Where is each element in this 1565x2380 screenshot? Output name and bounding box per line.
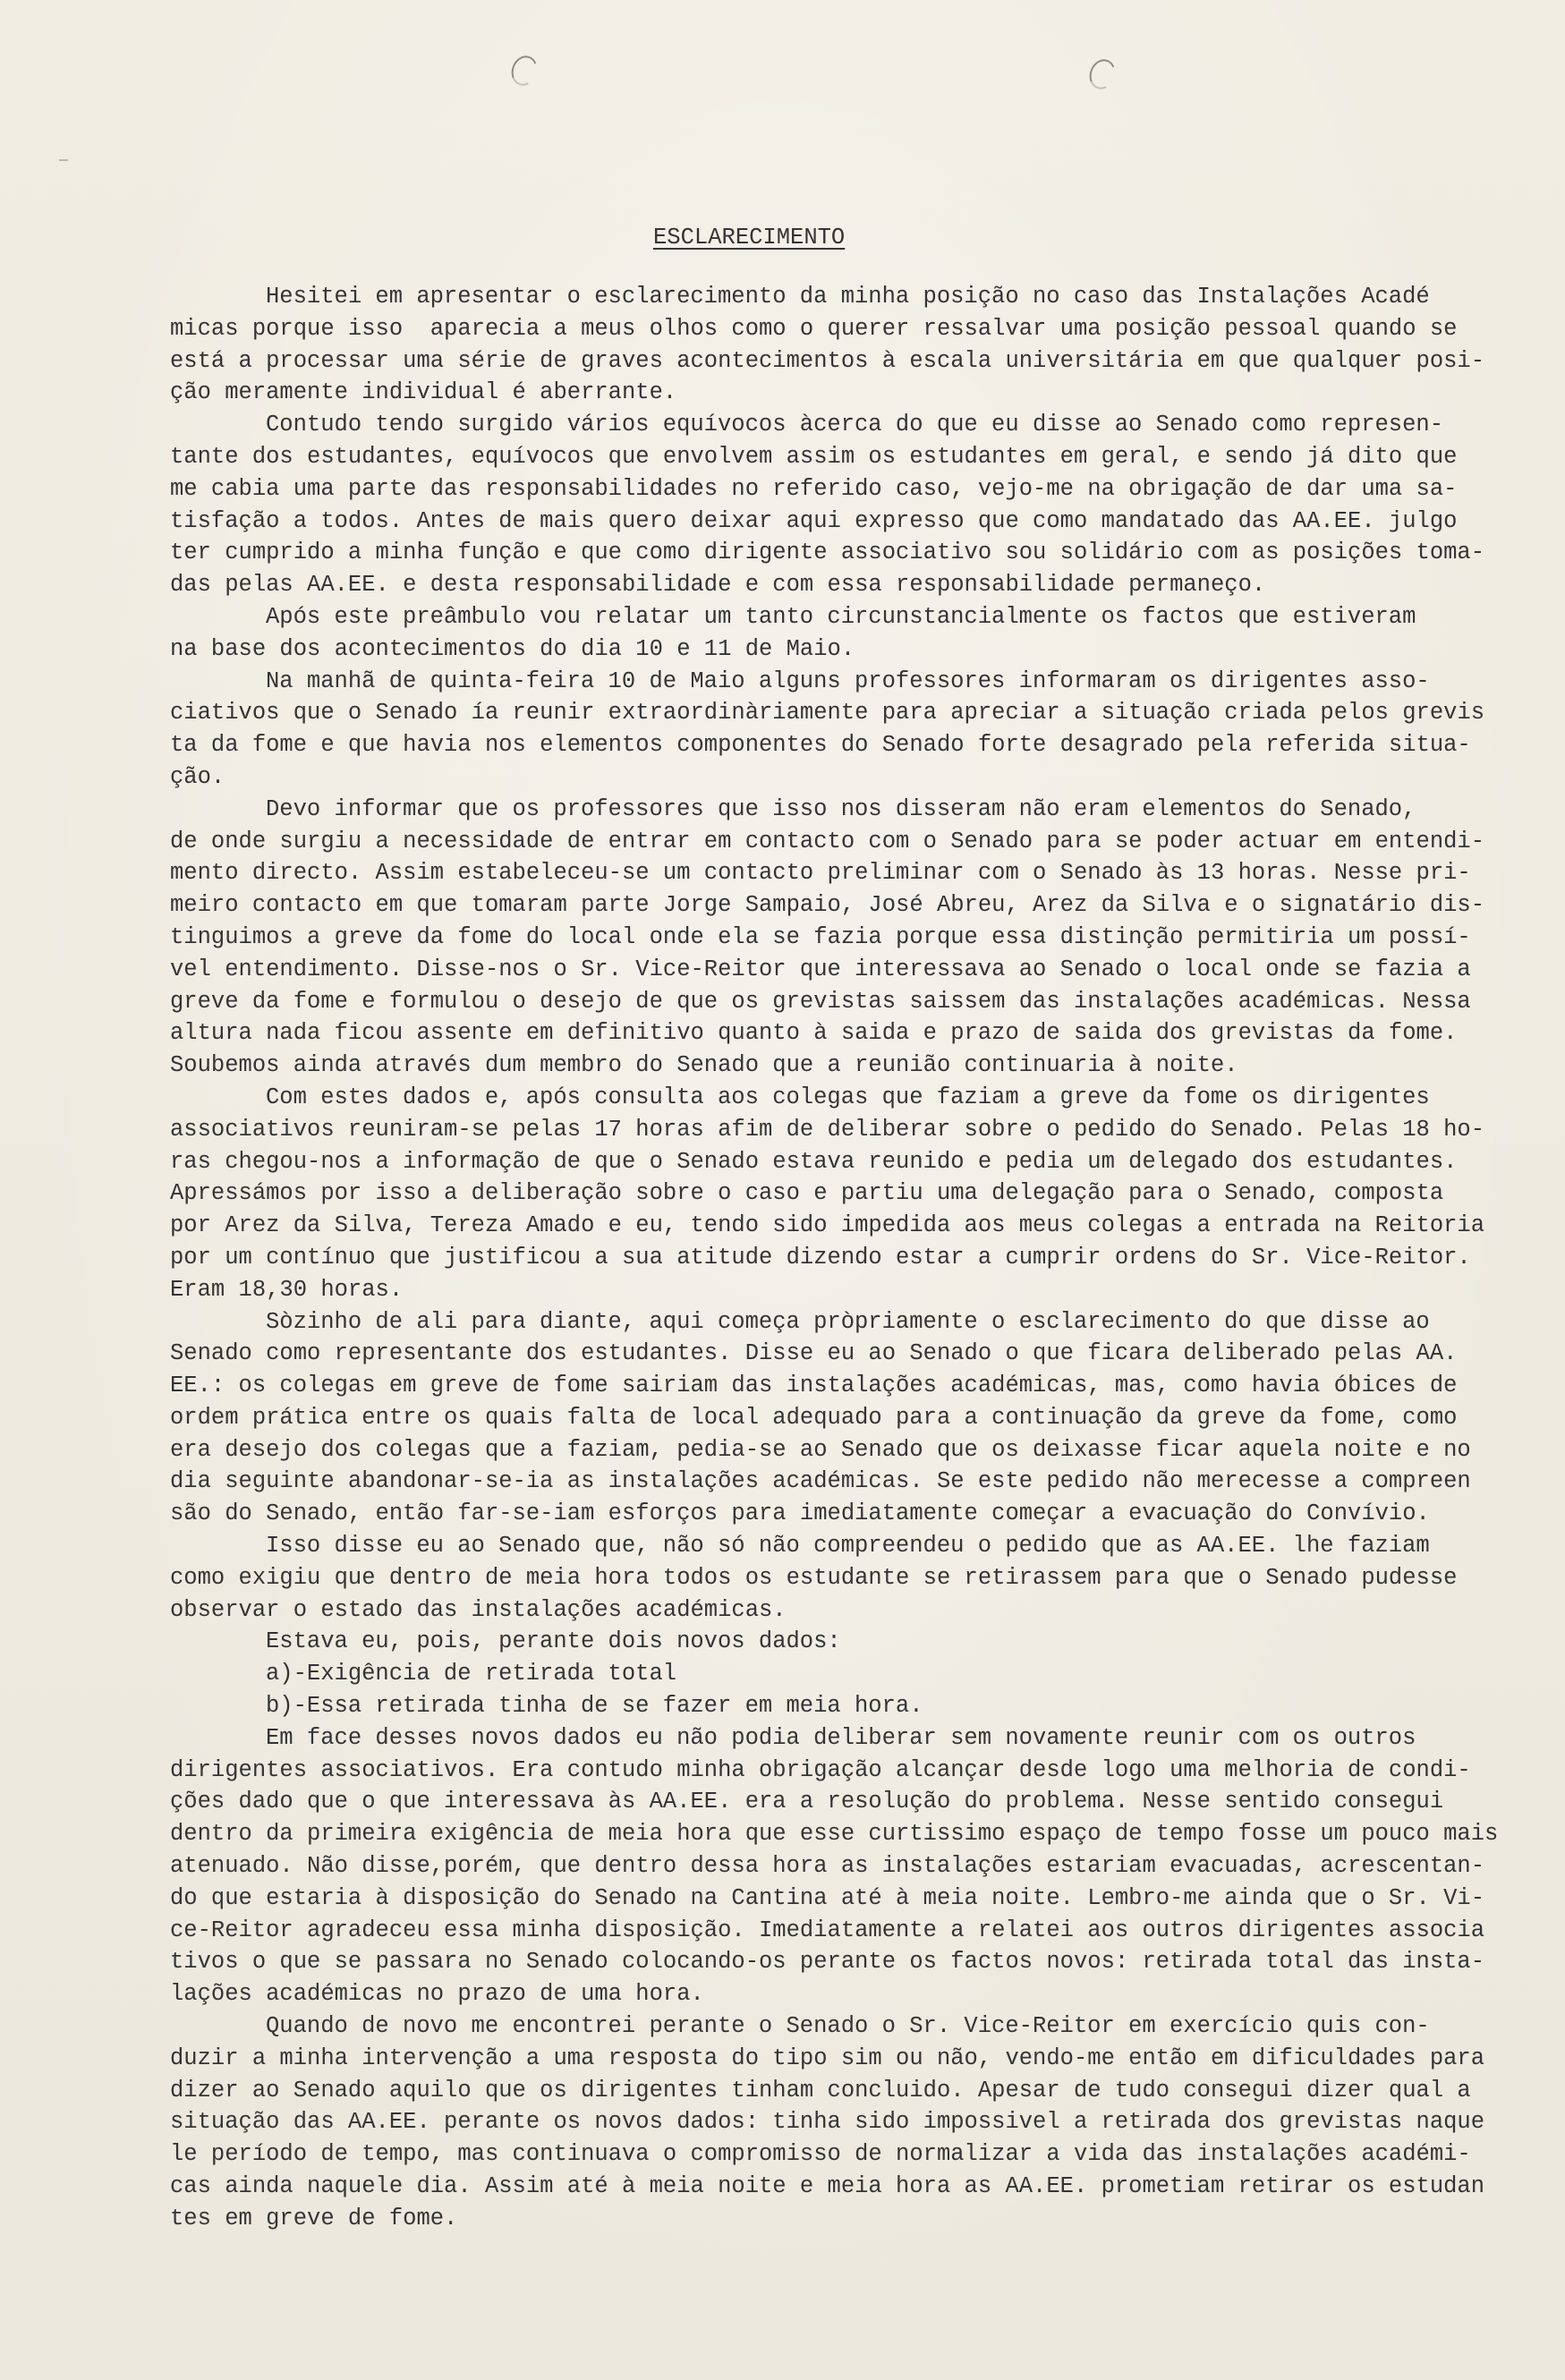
text-line: Em face desses novos dados eu não podia deliberar sem novamente reunir com os outros (266, 1724, 1416, 1751)
paragraph (170, 1082, 1539, 1306)
text-line: observar o estado das instalações académicas. (170, 1596, 787, 1623)
text-line: de onde surgiu a necessidade de entrar em contacto com o Senado para se poder actuar em entendi- (170, 828, 1485, 854)
paragraph (170, 1530, 1539, 1626)
edge-mark (59, 159, 68, 161)
paragraph (170, 409, 1539, 601)
text-line: tisfação a todos. Antes de mais quero deixar aqui expresso que como mandatado das AA.EE. julgo (170, 507, 1458, 534)
text-line: situação das AA.EE. perante os novos dados: tinha sido impossivel a retirada dos grevistas naque (170, 2109, 1485, 2136)
text-line: vel entendimento. Disse-nos o Sr. Vice-Reitor que interessava ao Senado o local onde se fazia a (170, 956, 1471, 982)
text-line: das pelas AA.EE. e desta responsabilidade e com essa responsabilidade permaneço. (170, 572, 1266, 599)
text-line: ção. (170, 763, 225, 790)
text-line: mento directo. Assim estabeleceu-se um contacto preliminar com o Senado às 13 horas. Nesse pri- (170, 860, 1471, 887)
paragraph (170, 2010, 1539, 2235)
text-line: Quando de novo me encontrei perante o Senado o Sr. Vice-Reitor em exercício quis con- (266, 2013, 1430, 2040)
text-line: lações académicas no prazo de uma hora. (170, 1981, 704, 2008)
text-line: dizer ao Senado aquilo que os dirigentes tinham concluido. Apesar de tudo consegui dizer qual a (170, 2077, 1471, 2104)
text-line: Senado como representante dos estudantes. Disse eu ao Senado o que ficara deliberado pelas AA. (170, 1340, 1458, 1367)
text-line: me cabia uma parte das responsabilidades no referido caso, vejo-me na obrigação de dar uma sa- (170, 475, 1458, 502)
text-line: ras chegou-nos a informação de que o Senado estava reunido e pedia um delegado dos estudantes. (170, 1148, 1458, 1175)
punch-hole (507, 52, 541, 89)
text-line: Isso disse eu ao Senado que, não só não compreendeu o pedido que as AA.EE. lhe faziam (266, 1533, 1430, 1560)
text-line: Com estes dados e, após consulta aos colegas que faziam a greve da fome os dirigentes (266, 1084, 1430, 1110)
paragraph (170, 1306, 1539, 1531)
text-line: ciativos que o Senado ía reunir extraordinàriamente para apreciar a situação criada pelos grevis (170, 700, 1485, 727)
text-line: ções dado que o que interessava às AA.EE. era a resolução do problema. Nesse sentido consegui (170, 1789, 1444, 1815)
text-line: ta da fome e que havia nos elementos componentes do Senado forte desagrado pela referida situa- (170, 732, 1471, 759)
list-item (170, 1690, 1539, 1722)
paragraph (170, 794, 1539, 1082)
text-line: Eram 18,30 horas. (170, 1276, 404, 1303)
text-line: Devo informar que os professores que isso nos disseram não eram elementos do Senado, (266, 795, 1416, 822)
text-line: b)-Essa retirada tinha de se fazer em meia hora. (266, 1693, 923, 1720)
text-line: dirigentes associativos. Era contudo minha obrigação alcançar desde logo uma melhoria de condi- (170, 1756, 1471, 1783)
paragraph (170, 601, 1539, 666)
text-line: era desejo dos colegas que a faziam, pedia-se ao Senado que os deixasse ficar aquela noite e no (170, 1436, 1471, 1463)
paragraph (170, 1626, 1539, 1658)
text-line: micas porque isso aparecia a meus olhos como o querer ressalvar uma posição pessoal quando se (170, 315, 1458, 342)
text-line: ção meramente individual é aberrante. (170, 379, 677, 406)
text-line: são do Senado, então far-se-iam esforços para imediatamente começar a evacuação do Convívio. (170, 1500, 1430, 1527)
text-line: Hesitei em apresentar o esclarecimento da minha posição no caso das Instalações Acadé (266, 284, 1430, 310)
text-line: Após este preâmbulo vou relatar um tanto circunstancialmente os factos que estiveram (266, 603, 1416, 630)
document-body (170, 281, 1539, 2235)
text-line: por Arez da Silva, Tereza Amado e eu, tendo sido impedida aos meus colegas a entrada na Reitoria (170, 1212, 1485, 1239)
text-line: Soubemos ainda através dum membro do Senado que a reunião continuaria à noite. (170, 1052, 1238, 1079)
text-line: ter cumprido a minha função e que como dirigente associativo sou solidário com as posições toma- (170, 540, 1485, 566)
text-line: Apressámos por isso a deliberação sobre o caso e partiu uma delegação para o Senado, composta (170, 1180, 1444, 1207)
paragraph (170, 1722, 1539, 2010)
document-title: ESCLARECIMENTO (653, 225, 846, 251)
paragraph (170, 666, 1539, 794)
text-line: associativos reuniram-se pelas 17 horas afim de deliberar sobre o pedido do Senado. Pelas 18 ho- (170, 1116, 1485, 1143)
text-line: tante dos estudantes, equívocos que envolvem assim os estudantes em geral, e sendo já dito que (170, 443, 1458, 470)
text-line: ordem prática entre os quais falta de local adequado para a continuação da greve da fome, como (170, 1404, 1458, 1431)
text-line: na base dos acontecimentos do dia 10 e 11 de Maio. (170, 635, 855, 662)
text-line: cas ainda naquele dia. Assim até à meia noite e meia hora as AA.EE. prometiam retirar os estudan (170, 2173, 1485, 2200)
text-line: atenuado. Não disse,porém, que dentro dessa hora as instalações estariam evacuadas, acrescentan- (170, 1853, 1485, 1880)
text-line: do que estaria à disposição do Senado na Cantina até à meia noite. Lembro-me ainda que o Sr. Vi- (170, 1884, 1485, 1911)
punch-hole (1085, 55, 1119, 93)
text-line: como exigiu que dentro de meia hora todos os estudante se retirassem para que o Senado pudesse (170, 1564, 1458, 1591)
text-line: meiro contacto em que tomaram parte Jorge Sampaio, José Abreu, Arez da Silva e o signatário dis- (170, 892, 1485, 919)
text-line: por um contínuo que justificou a sua atitude dizendo estar a cumprir ordens do Sr. Vice-Reitor. (170, 1244, 1471, 1271)
text-line: Contudo tendo surgido vários equívocos àcerca do que eu disse ao Senado como represen- (266, 412, 1444, 438)
text-line: greve da fome e formulou o desejo de que os grevistas saissem das instalações académicas. Nessa (170, 988, 1471, 1015)
text-line: está a processar uma série de graves acontecimentos à escala universitária em que qualquer posi- (170, 347, 1485, 374)
paragraph (170, 281, 1539, 409)
text-line: tinguimos a greve da fome do local onde ela se fazia porque essa distinção permitiria um possí- (170, 923, 1471, 950)
text-line: tivos o que se passara no Senado colocando-os perante os factos novos: retirada total das insta- (170, 1949, 1485, 1976)
text-line: duzir a minha intervenção a uma resposta do tipo sim ou não, vendo-me então em dificuldades para (170, 2044, 1485, 2071)
text-line: tes em greve de fome. (170, 2205, 458, 2231)
text-line: altura nada ficou assente em definitivo quanto à saida e prazo de saida dos grevistas da fome. (170, 1020, 1458, 1047)
text-line: Na manhã de quinta-feira 10 de Maio alguns professores informaram os dirigentes asso- (266, 667, 1430, 694)
text-line: EE.: os colegas em greve de fome sairiam das instalações académicas, mas, como havia óbices de (170, 1373, 1458, 1399)
text-line: ce-Reitor agradeceu essa minha disposição. Imediatamente a relatei aos outros dirigentes associa (170, 1917, 1485, 1943)
list-item (170, 1658, 1539, 1690)
text-line: Sòzinho de ali para diante, aqui começa pròpriamente o esclarecimento do que disse ao (266, 1308, 1430, 1335)
text-line: Estava eu, pois, perante dois novos dados: (266, 1628, 841, 1655)
text-line: a)-Exigência de retirada total (266, 1661, 677, 1687)
text-line: dia seguinte abandonar-se-ia as instalações académicas. Se este pedido não merecesse a compreen (170, 1468, 1471, 1495)
text-line: dentro da primeira exigência de meia hora que esse curtissimo espaço de tempo fosse um pouco mais (170, 1821, 1499, 1848)
text-line: le período de tempo, mas continuava o compromisso de normalizar a vida das instalações académi- (170, 2141, 1471, 2168)
